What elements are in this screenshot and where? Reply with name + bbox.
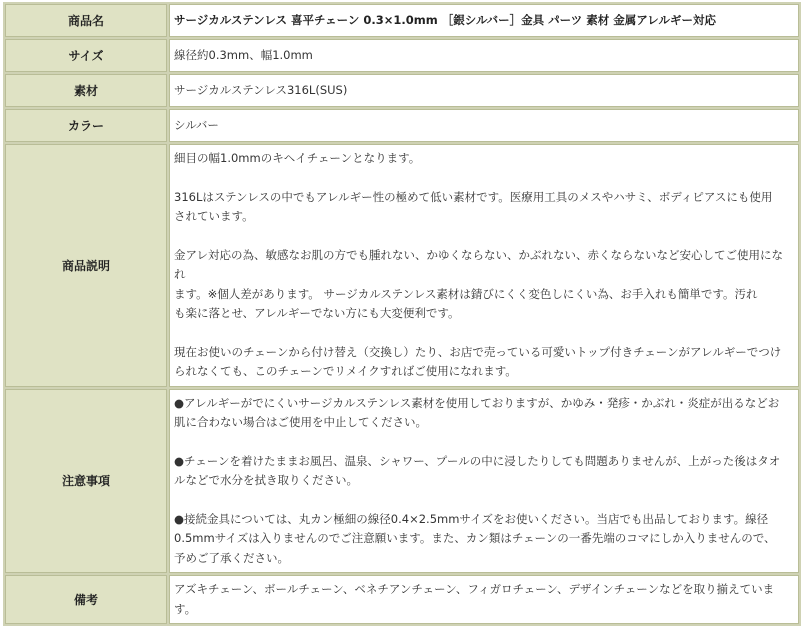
material-value: サージカルステンレス316L(SUS) [169,74,799,107]
description-line: 現在お使いのチェーンから付け替え（交換し）たり、お店で売っている可愛いトップ付きチェーンがアレルギーでつけ [174,344,782,359]
description-paragraph [174,188,794,227]
description-line: 316Lはステンレスの中でもアレルギー性の極めて低い素材です。医療用工具のメスやハサミ、ボディピアスにも使用 [174,189,773,204]
notes-paragraph [174,510,794,569]
size-label: サイズ [5,39,167,72]
remarks-value [169,575,799,624]
product-spec-table [3,2,801,626]
notes-line: ●接続金具については、丸カン極細の線径0.4×2.5mmサイズをお使いください。当店でも出品しております。線径 [174,511,769,526]
color-value: シルバー [169,109,799,142]
notes-paragraph [174,452,794,491]
notes-line: 予めご了承ください。 [174,550,289,565]
notes-line: 肌に合わない場合はご使用を中止してください。 [174,415,427,429]
material-label: 素材 [5,74,167,107]
row-color [5,109,799,142]
notes-line: ●アレルギーがでにくいサージカルステンレス素材を使用しておりますが、かゆみ・発疹・かぶれ・炎症が出るなどお [174,395,780,410]
notes-label: 注意事項 [5,389,167,574]
remarks-line: す。 [174,601,197,616]
row-notes [5,389,799,574]
notes-line: 0.5mmサイズは入りませんのでご注意願います。また、カン類はチェーンの一番先端のコマにしか入りませんので、 [174,531,776,545]
remarks-line: アズキチェーン、ボールチェーン、ベネチアンチェーン、フィガロチェーン、デザインチェーンなどを取り揃えていま [174,582,775,596]
notes-paragraph [174,394,794,433]
notes-line: ●チェーンを着けたままお風呂、温泉、シャワー、プールの中に浸したりしても問題ありませんが、上がった後はタオ [174,453,781,468]
product-name-label: 商品名 [5,4,167,37]
product-spec-panel [3,2,801,626]
row-remarks [5,575,799,624]
description-line: ます。※個人差があります。 サージカルステンレス素材は錆びにくく変色しにくい為、お手入れも簡単です。汚れ [174,286,758,301]
description-paragraph [174,149,794,169]
description-paragraph [174,246,794,324]
description-line: られなくても、このチェーンでリメイクすればご使用になれます。 [174,364,517,378]
remarks-label: 備考 [5,575,167,624]
remarks-paragraph [174,580,794,619]
row-description [5,144,799,387]
description-label: 商品説明 [5,144,167,387]
product-name-value: サージカルステンレス 喜平チェーン 0.3×1.0mm ［銀シルバー］金具 パーツ 素材 金属アレルギー対応 [169,4,799,37]
description-line: も楽に落とせ、アレルギーでない方にも大変便利です。 [174,306,460,320]
description-line: 細目の幅1.0mmのキヘイチェーンとなります。 [174,151,421,165]
row-material [5,74,799,107]
notes-value [169,389,799,574]
row-product-name [5,4,799,37]
color-label: カラー [5,109,167,142]
description-value [169,144,799,387]
size-value: 線径約0.3mm、幅1.0mm [169,39,799,72]
description-line: 金アレ対応の為、敏感なお肌の方でも腫れない、かゆくならない、かぶれない、赤くならないなど安心してご使用になれ [174,247,784,281]
description-line: されています。 [174,209,254,223]
notes-line: ルなどで水分を拭き取りください。 [174,473,358,487]
row-size [5,39,799,72]
description-paragraph [174,343,794,382]
